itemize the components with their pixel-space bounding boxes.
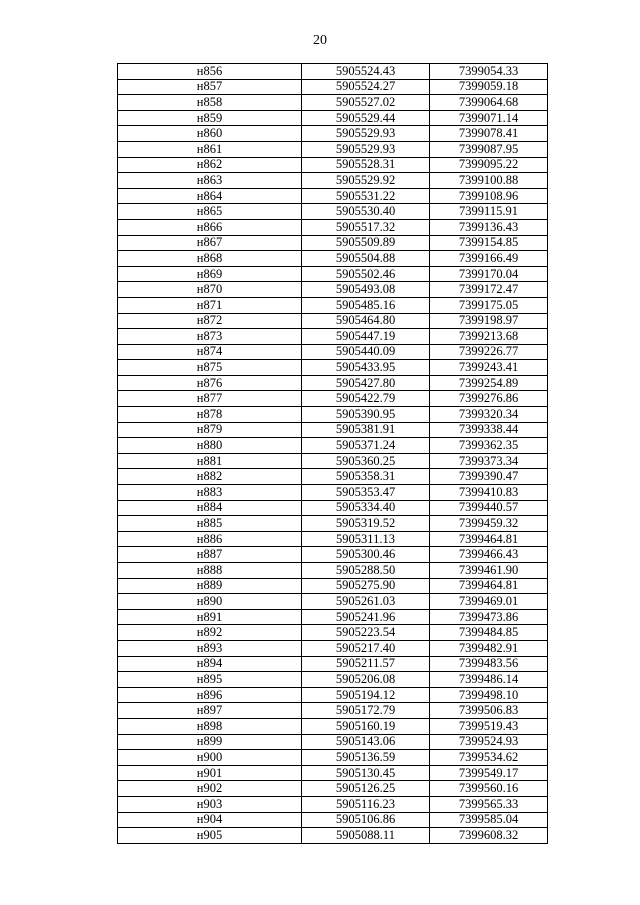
table-row	[118, 703, 548, 719]
point-id-cell: н903	[118, 796, 302, 812]
y-coordinate-cell: 7399608.32	[430, 828, 548, 844]
point-id-cell: н872	[118, 313, 302, 329]
x-coordinate-cell: 5905528.31	[302, 157, 430, 173]
y-coordinate-cell: 7399459.32	[430, 516, 548, 532]
point-id-cell: н863	[118, 173, 302, 189]
table-row	[118, 578, 548, 594]
y-coordinate-cell: 7399464.81	[430, 578, 548, 594]
x-coordinate-cell: 5905275.90	[302, 578, 430, 594]
point-id-cell: н898	[118, 718, 302, 734]
y-coordinate-cell: 7399486.14	[430, 672, 548, 688]
point-id-cell: н871	[118, 297, 302, 313]
point-id-cell: н882	[118, 469, 302, 485]
table-row	[118, 344, 548, 360]
table-row	[118, 110, 548, 126]
table-row	[118, 313, 548, 329]
y-coordinate-cell: 7399362.35	[430, 438, 548, 454]
point-id-cell: н875	[118, 360, 302, 376]
point-id-cell: н899	[118, 734, 302, 750]
point-id-cell: н880	[118, 438, 302, 454]
x-coordinate-cell: 5905217.40	[302, 640, 430, 656]
table-row	[118, 266, 548, 282]
point-id-cell: н884	[118, 500, 302, 516]
x-coordinate-cell: 5905504.88	[302, 251, 430, 267]
y-coordinate-cell: 7399243.41	[430, 360, 548, 376]
point-id-cell: н892	[118, 625, 302, 641]
table-row	[118, 625, 548, 641]
page-number: 20	[313, 33, 327, 48]
y-coordinate-cell: 7399064.68	[430, 95, 548, 111]
x-coordinate-cell: 5905447.19	[302, 329, 430, 345]
y-coordinate-cell: 7399482.91	[430, 640, 548, 656]
table-row	[118, 796, 548, 812]
x-coordinate-cell: 5905529.93	[302, 141, 430, 157]
x-coordinate-cell: 5905529.93	[302, 126, 430, 142]
x-coordinate-cell: 5905464.80	[302, 313, 430, 329]
point-id-cell: н864	[118, 188, 302, 204]
y-coordinate-cell: 7399254.89	[430, 375, 548, 391]
point-id-cell: н858	[118, 95, 302, 111]
x-coordinate-cell: 5905126.25	[302, 781, 430, 797]
table-row	[118, 282, 548, 298]
x-coordinate-cell: 5905358.31	[302, 469, 430, 485]
table-row	[118, 812, 548, 828]
x-coordinate-cell: 5905530.40	[302, 204, 430, 220]
point-id-cell: н878	[118, 407, 302, 423]
x-coordinate-cell: 5905485.16	[302, 297, 430, 313]
y-coordinate-cell: 7399095.22	[430, 157, 548, 173]
table-row	[118, 95, 548, 111]
table-row	[118, 765, 548, 781]
table-row	[118, 297, 548, 313]
x-coordinate-cell: 5905116.23	[302, 796, 430, 812]
x-coordinate-cell: 5905300.46	[302, 547, 430, 563]
y-coordinate-cell: 7399549.17	[430, 765, 548, 781]
table-row	[118, 79, 548, 95]
point-id-cell: н895	[118, 672, 302, 688]
y-coordinate-cell: 7399506.83	[430, 703, 548, 719]
point-id-cell: н881	[118, 453, 302, 469]
x-coordinate-cell: 5905371.24	[302, 438, 430, 454]
y-coordinate-cell: 7399498.10	[430, 687, 548, 703]
y-coordinate-cell: 7399469.01	[430, 594, 548, 610]
point-id-cell: н904	[118, 812, 302, 828]
y-coordinate-cell: 7399461.90	[430, 563, 548, 579]
table-row	[118, 516, 548, 532]
point-id-cell: н879	[118, 422, 302, 438]
y-coordinate-cell: 7399078.41	[430, 126, 548, 142]
x-coordinate-cell: 5905517.32	[302, 219, 430, 235]
y-coordinate-cell: 7399410.83	[430, 485, 548, 501]
table-row	[118, 157, 548, 173]
table-row	[118, 687, 548, 703]
point-id-cell: н870	[118, 282, 302, 298]
y-coordinate-cell: 7399175.05	[430, 297, 548, 313]
table-row	[118, 329, 548, 345]
x-coordinate-cell: 5905088.11	[302, 828, 430, 844]
table-row	[118, 609, 548, 625]
point-id-cell: н891	[118, 609, 302, 625]
x-coordinate-cell: 5905223.54	[302, 625, 430, 641]
y-coordinate-cell: 7399390.47	[430, 469, 548, 485]
point-id-cell: н865	[118, 204, 302, 220]
point-id-cell: н874	[118, 344, 302, 360]
y-coordinate-cell: 7399560.16	[430, 781, 548, 797]
y-coordinate-cell: 7399166.49	[430, 251, 548, 267]
point-id-cell: н887	[118, 547, 302, 563]
x-coordinate-cell: 5905334.40	[302, 500, 430, 516]
x-coordinate-cell: 5905527.02	[302, 95, 430, 111]
x-coordinate-cell: 5905143.06	[302, 734, 430, 750]
coordinates-table	[117, 63, 548, 844]
point-id-cell: н860	[118, 126, 302, 142]
y-coordinate-cell: 7399071.14	[430, 110, 548, 126]
point-id-cell: н867	[118, 235, 302, 251]
table-row	[118, 251, 548, 267]
y-coordinate-cell: 7399466.43	[430, 547, 548, 563]
table-row	[118, 734, 548, 750]
table-row	[118, 126, 548, 142]
table-row	[118, 469, 548, 485]
point-id-cell: н888	[118, 563, 302, 579]
point-id-cell: н885	[118, 516, 302, 532]
point-id-cell: н889	[118, 578, 302, 594]
table-row	[118, 438, 548, 454]
point-id-cell: н873	[118, 329, 302, 345]
y-coordinate-cell: 7399373.34	[430, 453, 548, 469]
table-row	[118, 235, 548, 251]
y-coordinate-cell: 7399276.86	[430, 391, 548, 407]
point-id-cell: н861	[118, 141, 302, 157]
y-coordinate-cell: 7399054.33	[430, 64, 548, 80]
y-coordinate-cell: 7399519.43	[430, 718, 548, 734]
x-coordinate-cell: 5905160.19	[302, 718, 430, 734]
x-coordinate-cell: 5905311.13	[302, 531, 430, 547]
point-id-cell: н877	[118, 391, 302, 407]
x-coordinate-cell: 5905509.89	[302, 235, 430, 251]
x-coordinate-cell: 5905390.95	[302, 407, 430, 423]
point-id-cell: н894	[118, 656, 302, 672]
table-row	[118, 141, 548, 157]
table-row	[118, 453, 548, 469]
x-coordinate-cell: 5905194.12	[302, 687, 430, 703]
x-coordinate-cell: 5905502.46	[302, 266, 430, 282]
point-id-cell: н859	[118, 110, 302, 126]
point-id-cell: н886	[118, 531, 302, 547]
point-id-cell: н869	[118, 266, 302, 282]
x-coordinate-cell: 5905261.03	[302, 594, 430, 610]
y-coordinate-cell: 7399585.04	[430, 812, 548, 828]
x-coordinate-cell: 5905288.50	[302, 563, 430, 579]
x-coordinate-cell: 5905524.27	[302, 79, 430, 95]
point-id-cell: н897	[118, 703, 302, 719]
y-coordinate-cell: 7399565.33	[430, 796, 548, 812]
y-coordinate-cell: 7399136.43	[430, 219, 548, 235]
x-coordinate-cell: 5905360.25	[302, 453, 430, 469]
y-coordinate-cell: 7399524.93	[430, 734, 548, 750]
x-coordinate-cell: 5905531.22	[302, 188, 430, 204]
x-coordinate-cell: 5905319.52	[302, 516, 430, 532]
x-coordinate-cell: 5905206.08	[302, 672, 430, 688]
x-coordinate-cell: 5905106.86	[302, 812, 430, 828]
point-id-cell: н890	[118, 594, 302, 610]
table-row	[118, 485, 548, 501]
table-row	[118, 781, 548, 797]
y-coordinate-cell: 7399172.47	[430, 282, 548, 298]
point-id-cell: н876	[118, 375, 302, 391]
table-row	[118, 828, 548, 844]
y-coordinate-cell: 7399440.57	[430, 500, 548, 516]
y-coordinate-cell: 7399170.04	[430, 266, 548, 282]
x-coordinate-cell: 5905493.08	[302, 282, 430, 298]
table-row	[118, 173, 548, 189]
point-id-cell: н856	[118, 64, 302, 80]
y-coordinate-cell: 7399473.86	[430, 609, 548, 625]
x-coordinate-cell: 5905422.79	[302, 391, 430, 407]
table-row	[118, 375, 548, 391]
y-coordinate-cell: 7399108.96	[430, 188, 548, 204]
x-coordinate-cell: 5905440.09	[302, 344, 430, 360]
point-id-cell: н896	[118, 687, 302, 703]
table-row	[118, 360, 548, 376]
x-coordinate-cell: 5905529.44	[302, 110, 430, 126]
coordinates-table-body	[118, 64, 548, 844]
point-id-cell: н866	[118, 219, 302, 235]
table-row	[118, 204, 548, 220]
x-coordinate-cell: 5905172.79	[302, 703, 430, 719]
y-coordinate-cell: 7399087.95	[430, 141, 548, 157]
point-id-cell: н905	[118, 828, 302, 844]
table-row	[118, 391, 548, 407]
y-coordinate-cell: 7399483.56	[430, 656, 548, 672]
table-row	[118, 563, 548, 579]
y-coordinate-cell: 7399059.18	[430, 79, 548, 95]
point-id-cell: н857	[118, 79, 302, 95]
x-coordinate-cell: 5905241.96	[302, 609, 430, 625]
point-id-cell: н902	[118, 781, 302, 797]
point-id-cell: н883	[118, 485, 302, 501]
table-row	[118, 64, 548, 80]
y-coordinate-cell: 7399534.62	[430, 750, 548, 766]
y-coordinate-cell: 7399320.34	[430, 407, 548, 423]
y-coordinate-cell: 7399154.85	[430, 235, 548, 251]
point-id-cell: н868	[118, 251, 302, 267]
y-coordinate-cell: 7399484.85	[430, 625, 548, 641]
x-coordinate-cell: 5905427.80	[302, 375, 430, 391]
table-row	[118, 219, 548, 235]
y-coordinate-cell: 7399198.97	[430, 313, 548, 329]
y-coordinate-cell: 7399115.91	[430, 204, 548, 220]
y-coordinate-cell: 7399338.44	[430, 422, 548, 438]
table-row	[118, 188, 548, 204]
x-coordinate-cell: 5905136.59	[302, 750, 430, 766]
point-id-cell: н900	[118, 750, 302, 766]
table-row	[118, 594, 548, 610]
table-row	[118, 718, 548, 734]
x-coordinate-cell: 5905381.91	[302, 422, 430, 438]
x-coordinate-cell: 5905529.92	[302, 173, 430, 189]
x-coordinate-cell: 5905353.47	[302, 485, 430, 501]
x-coordinate-cell: 5905524.43	[302, 64, 430, 80]
table-row	[118, 422, 548, 438]
table-row	[118, 407, 548, 423]
table-row	[118, 531, 548, 547]
x-coordinate-cell: 5905433.95	[302, 360, 430, 376]
table-row	[118, 656, 548, 672]
y-coordinate-cell: 7399100.88	[430, 173, 548, 189]
table-row	[118, 750, 548, 766]
y-coordinate-cell: 7399213.68	[430, 329, 548, 345]
point-id-cell: н862	[118, 157, 302, 173]
y-coordinate-cell: 7399226.77	[430, 344, 548, 360]
table-row	[118, 672, 548, 688]
table-row	[118, 547, 548, 563]
y-coordinate-cell: 7399464.81	[430, 531, 548, 547]
table-row	[118, 640, 548, 656]
table-row	[118, 500, 548, 516]
x-coordinate-cell: 5905211.57	[302, 656, 430, 672]
x-coordinate-cell: 5905130.45	[302, 765, 430, 781]
point-id-cell: н893	[118, 640, 302, 656]
point-id-cell: н901	[118, 765, 302, 781]
